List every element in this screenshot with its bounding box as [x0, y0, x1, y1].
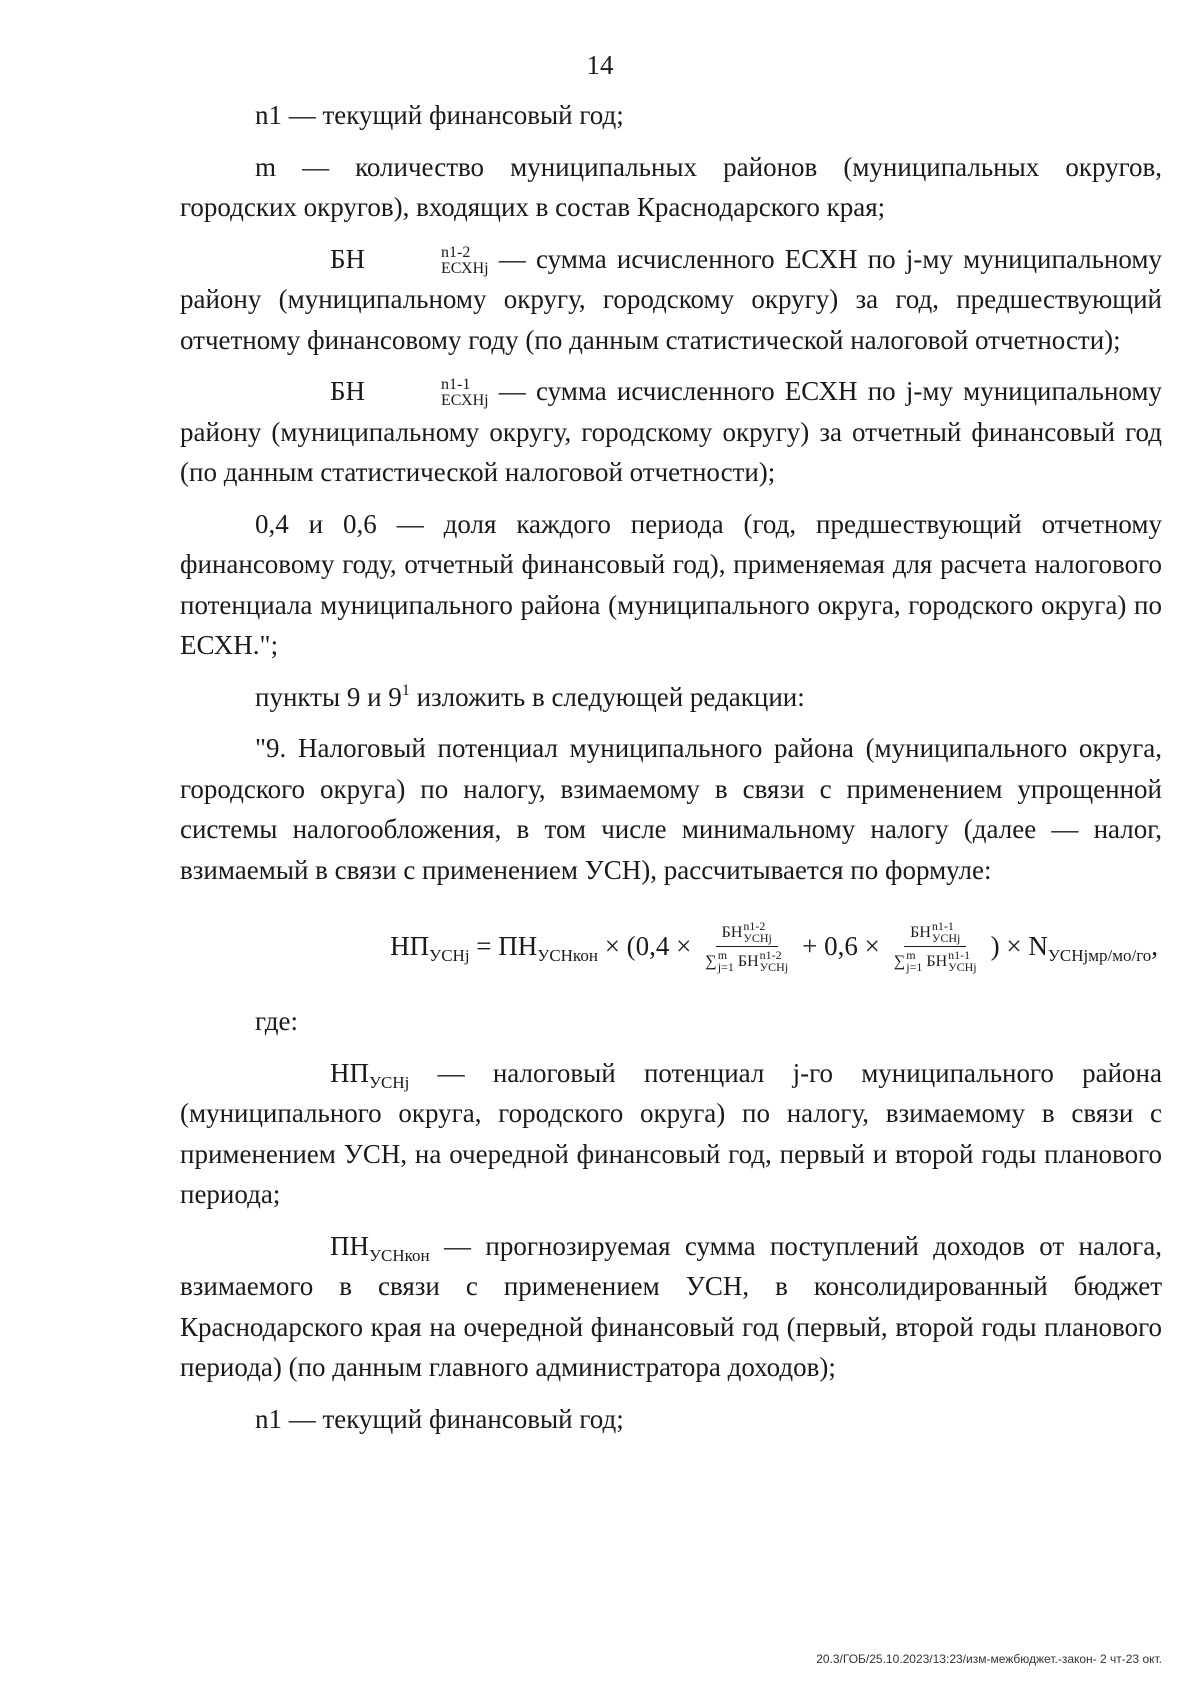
formula-fraction-n1-1: БН n1-1 УСНj ∑ m j=1 БН n1-1 УСНj	[893, 918, 977, 974]
symbol-pn-usn: $ПН_{УСНкон}$	[330, 1230, 430, 1265]
formula-lhs: $НП_{УСНj} = ПН_{УСНкон} \times (0,4$ ×	[390, 930, 692, 965]
definition-text: — сумма исчисленного ЕСХН по j-му муниципальному району (муниципальному округу, городскому округу) за отчетный финансовый год (по данным статистической налоговой отчетности);	[180, 376, 1162, 487]
page-number: 14	[586, 50, 614, 80]
symbol-n1: n1	[255, 100, 282, 130]
paragraph-bn-eskhn-n1-1	[180, 371, 1162, 493]
definition-text: — текущий финансовый год;	[282, 100, 624, 130]
paragraph-bn-eskhn-n1-2	[180, 239, 1162, 361]
symbol-bn-eskhn: БН n1-1 ЕСХНj	[330, 376, 489, 409]
symbol-np-usn: $НП_{УСНj}$	[330, 1057, 410, 1092]
document-body	[180, 95, 1162, 1450]
definition-text: — текущий финансовый год;	[282, 1403, 624, 1434]
document-footer-code: 20.3/ГОБ/25.10.2023/13:23/изм-межбюджет.-закон- 2 чт-23 окт.	[816, 1652, 1162, 1666]
formula-fraction-n1-2: БН n1-2 УСНj ∑ m j=1 БН n1-2 УСНj	[705, 918, 789, 974]
definition-text: — количество муниципальных районов (муниципальных округов, городских округов), входящих в состав Краснодарского края;	[180, 151, 1162, 222]
paragraph-amendment-intro: пункты 9 и $9^1$ изложить в следующей редакции:	[255, 681, 805, 712]
paragraph-n1-definition-2	[180, 1399, 1162, 1440]
paragraph-m-definition	[180, 147, 1162, 228]
paragraph-np-usn-definition	[180, 1053, 1162, 1215]
paragraph-shares: 0,4 и 0,6 — доля каждого периода (год, предшествующий отчетному финансовому году, отчетный финансовый год), применяемая для расчета налогового потенциала муниципального района (муниципального округа, городского округа) по ЕСХН.";	[180, 508, 1162, 660]
paragraph-where: где:	[255, 1006, 298, 1036]
formula-np-usn	[180, 901, 1162, 991]
definition-text: — сумма исчисленного ЕСХН по j-му муниципальному району (муниципальному округу, городскому округу) за год, предшествующий отчетному финансовому году (по данным статистической налоговой отчетности);	[180, 243, 1162, 355]
definition-text: — налоговый потенциал j-го муниципального района (муниципального округа, городского округа) по налогу, взимаемому в связи с применением УСН, на очередной финансовый год, первый и второй годы планового периода;	[180, 1057, 1162, 1209]
symbol-n1: n1	[255, 1403, 282, 1434]
symbol-bn-eskhn: БН n1-2 ЕСХНj	[330, 243, 489, 277]
paragraph-item-9: "9. Налоговый потенциал муниципального района (муниципального округа, городского округа) по налогу, взимаемому в связи с применением упрощенной системы налогообложения, в том числе минимальному налогу (далее — налог, взимаемый в связи с применением УСН), рассчитывается по формуле:	[180, 733, 1162, 885]
paragraph-pn-usn-definition	[180, 1226, 1162, 1388]
paragraph-n1-definition	[180, 95, 1162, 136]
symbol-m: m	[255, 151, 277, 182]
definition-text: — прогнозируемая сумма поступлений доходов от налога, взимаемого в связи с применением УСН, в консолидированный бюджет Краснодарского края на очередной финансовый год (первый, второй годы планового периода) (по данным главного администратора доходов);	[180, 1230, 1162, 1382]
formula-tail: ) × $N_{УСНjмр/мо/го}$,	[990, 930, 1158, 965]
formula-middle: + 0,6 ×	[802, 930, 880, 961]
